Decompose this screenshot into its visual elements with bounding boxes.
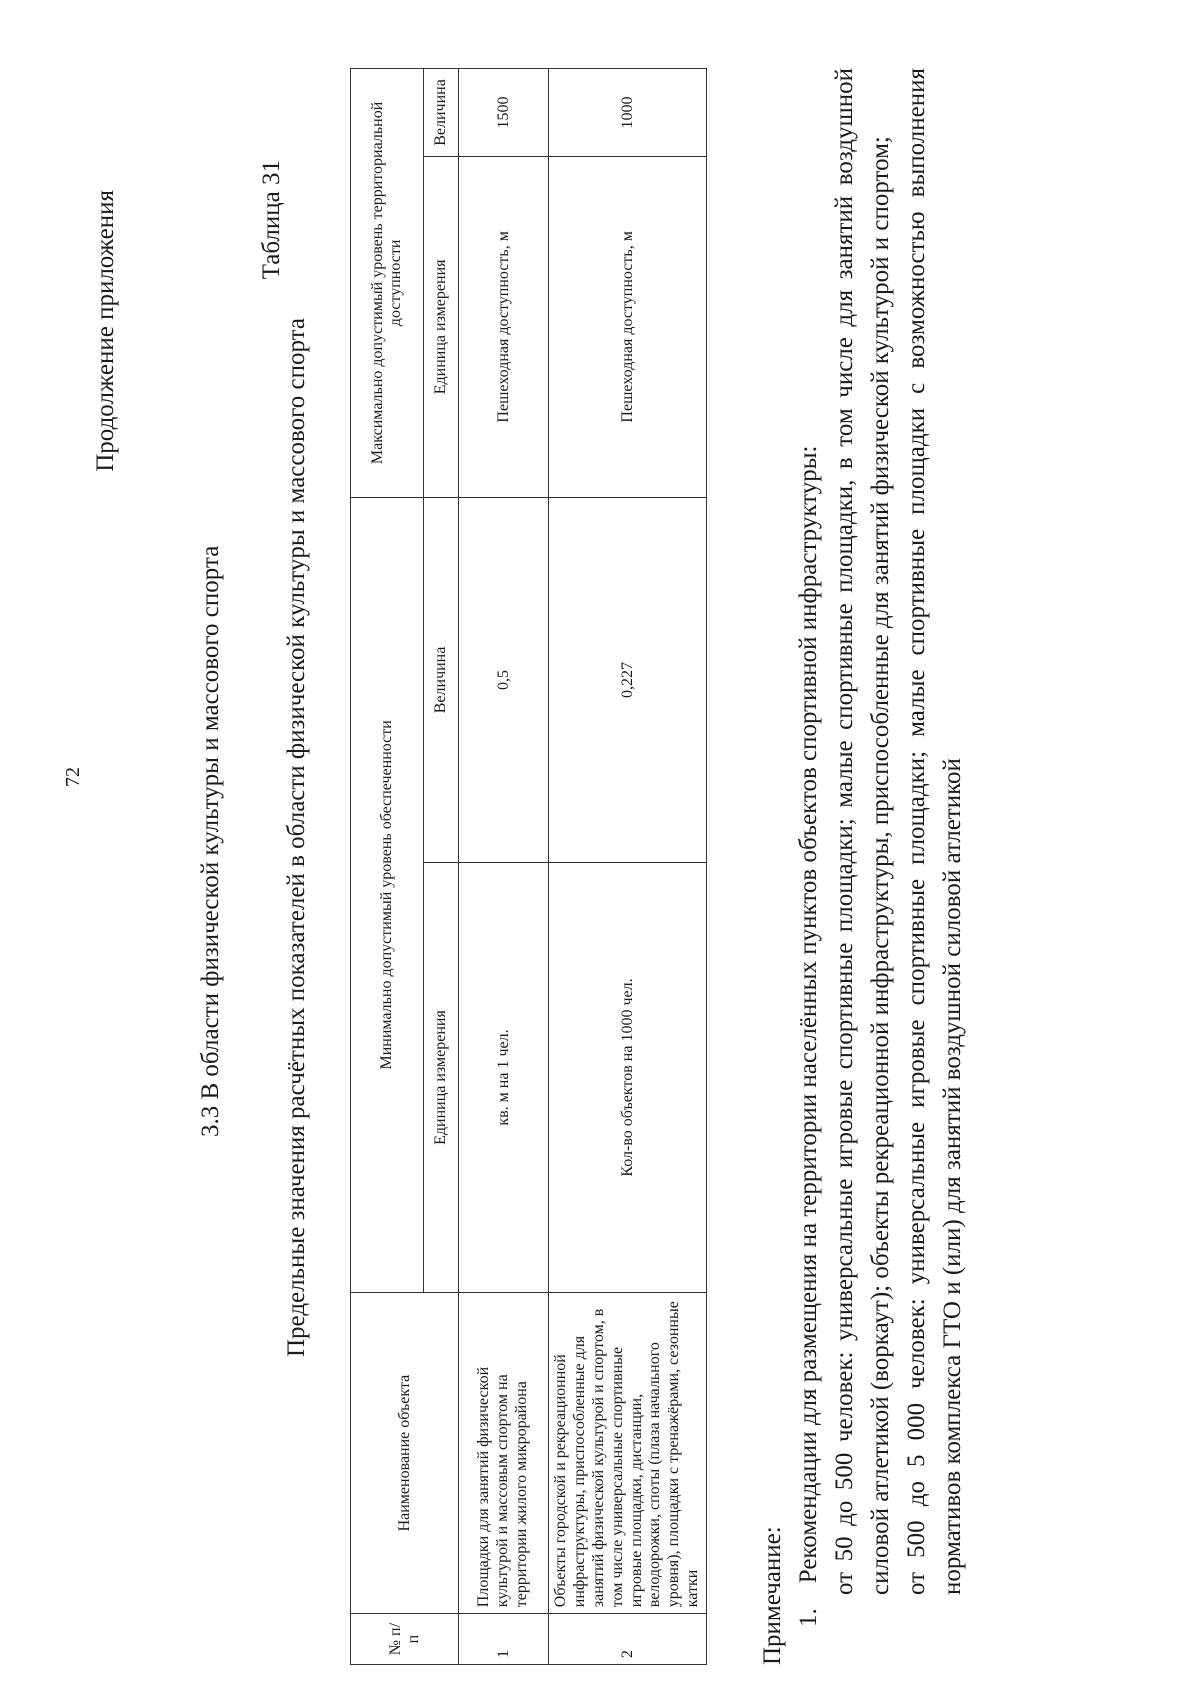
notes-heading: Примечание: (759, 1526, 786, 1665)
row-object-name: Объекты городской и рекреационной инфраструктуры, приспособленные для занятий физической культурой и спортом, в том числе универсальные спортивные игровые площадки, дистанции, велодорожки, споты (плаза начального уровня), площадки с тренажёрами, сезонные катки (549, 1292, 707, 1613)
header-min-unit: Единица измерения (424, 863, 459, 1293)
indicators-table (350, 68, 707, 1665)
row-object-name: Площадки для занятий физической культурой и массовым спортом на территории жилого микрорайона (459, 1292, 549, 1613)
row-min-value: 0,5 (459, 497, 549, 862)
row-number: 1 (459, 1614, 549, 1665)
table-label: Таблица 31 (258, 160, 285, 280)
row-max-value: 1500 (459, 69, 549, 157)
row-min-unit: Кол-во объектов на 1000 чел. (549, 863, 707, 1293)
table-row (459, 69, 549, 1665)
header-number: № п/п (351, 1614, 459, 1665)
notes-block (755, 68, 971, 1665)
table-caption: Предельные значения расчётных показателей в области физической культуры и массового спорта (283, 318, 310, 1357)
note-paragraph: от 500 до 5 000 человек: универсальные игровые спортивные площадки; малые спортивные площадки с возможностью выполнения нормативов комплекса ГТО и (или) для занятий воздушной силовой атлетикой (903, 68, 966, 1595)
table-row (549, 69, 707, 1665)
header-object-name: Наименование объекта (351, 1292, 459, 1613)
header-min-value: Величина (424, 497, 459, 862)
page-number: 72 (62, 767, 84, 787)
note-item-1: 1. Рекомендации для размещения на территории населённых пунктов объектов спортивной инфраструктуры: (795, 445, 822, 1627)
note-paragraph: от 50 до 500 человек: универсальные игровые спортивные площадки; малые спортивные площадки, в том числе для занятий воздушной силовой атлетикой (воркаут); объекты рекреационной инфраструктуры, приспособленные для занятий физической культурой и спортом; (831, 68, 894, 1595)
row-max-value: 1000 (549, 69, 707, 157)
header-max-unit: Единица измерения (424, 156, 459, 497)
row-max-unit: Пешеходная доступность, м (459, 156, 549, 497)
row-min-unit: кв. м на 1 чел. (459, 863, 549, 1293)
header-max-value: Величина (424, 69, 459, 157)
table-header-row (351, 69, 424, 1665)
row-max-unit: Пешеходная доступность, м (549, 156, 707, 497)
row-number: 2 (549, 1614, 707, 1665)
header-max-accessibility: Максимально допустимый уровень территориальной доступности (351, 69, 424, 498)
section-title: 3.3 В области физической культуры и массового спорта (197, 545, 224, 1137)
row-min-value: 0,227 (549, 497, 707, 862)
continuation-header: Продолжение приложения (92, 190, 119, 472)
header-min-provision: Минимально допустимый уровень обеспеченности (351, 497, 424, 1292)
